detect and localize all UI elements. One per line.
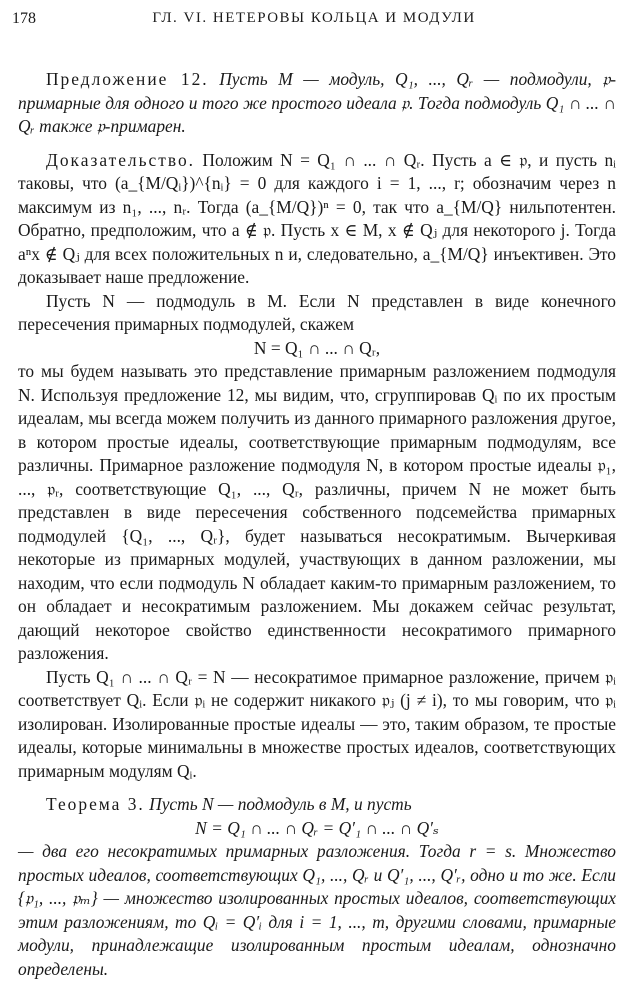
theorem-intro: Пусть N — подмодуль в M, и пусть [149, 794, 412, 814]
paragraph-primary-decomposition-intro: Пусть N — подмодуль в M. Если N представлен в виде конечного пересечения примарных подмодулей, скажем [18, 290, 616, 334]
formula-two-decompositions: N = Q₁ ∩ ... ∩ Qᵣ = Q′₁ ∩ ... ∩ Q′ₛ [195, 817, 439, 838]
proposition-text: Пусть M — модуль, Q₁, ..., Qᵣ — подмодули, 𝔭-примарные для одного и того же простого идеала 𝔭. Тогда подмодуль Q₁ ∩ ... ∩ Qᵣ также 𝔭-примарен. [18, 69, 616, 136]
page-number: 178 [12, 10, 36, 27]
theorem-3 [18, 793, 616, 817]
running-head: ГЛ. VI. НЕТЕРОВЫ КОЛЬЦА И МОДУЛИ [152, 10, 476, 26]
proposition-label: Предложение 12. [46, 69, 209, 89]
proof-label: Доказательство. [46, 149, 195, 170]
formula-decomposition: N = Q₁ ∩ ... ∩ Qᵣ, [253, 337, 381, 358]
paragraph-irreducible-decomposition: то мы будем называть это представление примарным разложением подмодуля N. Используя предложение 12, мы видим, что, сгруппировав Qᵢ по их простым идеалам, мы всегда можем получить из данного примарного разложения другое, в котором простые идеалы, соответствующие примарным подмодулям, все различны. Примарное разложение подмодуля N, в котором простые идеалы 𝔭₁, ..., 𝔭ᵣ, соответствующие Q₁, ..., Qᵣ, различны, причем N не может быть представлен в виде пересечения собственного подсемейства примарных подмодулей {Q₁, ..., Qᵣ}, будет называться несократимым. Вычеркивая некоторые из примарных модулей, участвующих в данном разложении, мы находим, что если подмодуль N обладает каким-то примарным разложением, то он обладает и несократимым разложением. Мы докажем сейчас результат, дающий некоторое свойство единственности несократимого примарного разложения. [18, 361, 616, 663]
theorem-label: Теорема 3. [46, 794, 145, 814]
theorem-statement: — два его несократимых примарных разложения. Тогда r = s. Множество простых идеалов, соответствующих Q₁, ..., Qᵣ и Q′₁, ..., Q′ᵣ, одно и то же. Если {𝔭₁, ..., 𝔭ₘ} — множество изолированных простых идеалов, соответствующих этим разложениям, то Qᵢ = Q′ᵢ для i = 1, ..., m, другими словами, примарные модули, принадлежащие изолированным простым идеалам, однозначно определены. [18, 841, 616, 979]
page-body [18, 68, 616, 981]
proposition-12 [18, 68, 616, 139]
proof [18, 149, 616, 290]
paragraph-isolated-primes: Пусть Q₁ ∩ ... ∩ Qᵣ = N — несократимое примарное разложение, причем 𝔭ᵢ соответствует Qᵢ. Если 𝔭ᵢ не содержит никакого 𝔭ⱼ (j ≠ i), то мы говорим, что 𝔭ᵢ изолирован. Изолированные простые идеалы — это, таким образом, те простые идеалы, которые минимальны в множестве простых идеалов, соответствующих примарным модулям Qᵢ. [18, 666, 616, 781]
proof-text: Положим N = Q₁ ∩ ... ∩ Qᵣ. Пусть a ∈ 𝔭, и пусть nᵢ таковы, что (a_{M/Qᵢ})^{nᵢ} = 0 для каждого i = 1, ..., r; обозначим через n максимум из n₁, ..., nᵣ. Тогда (a_{M/Q})ⁿ = 0, так что a_{M/Q} нильпотентен. Обратно, предположим, что a ∉ 𝔭. Пусть x ∈ M, x ∉ Qⱼ для некоторого j. Тогда aⁿx ∉ Qⱼ для всех положительных n и, следовательно, a_{M/Q} инъективен. Это доказывает наше предложение. [18, 149, 616, 287]
page-header [12, 10, 616, 36]
